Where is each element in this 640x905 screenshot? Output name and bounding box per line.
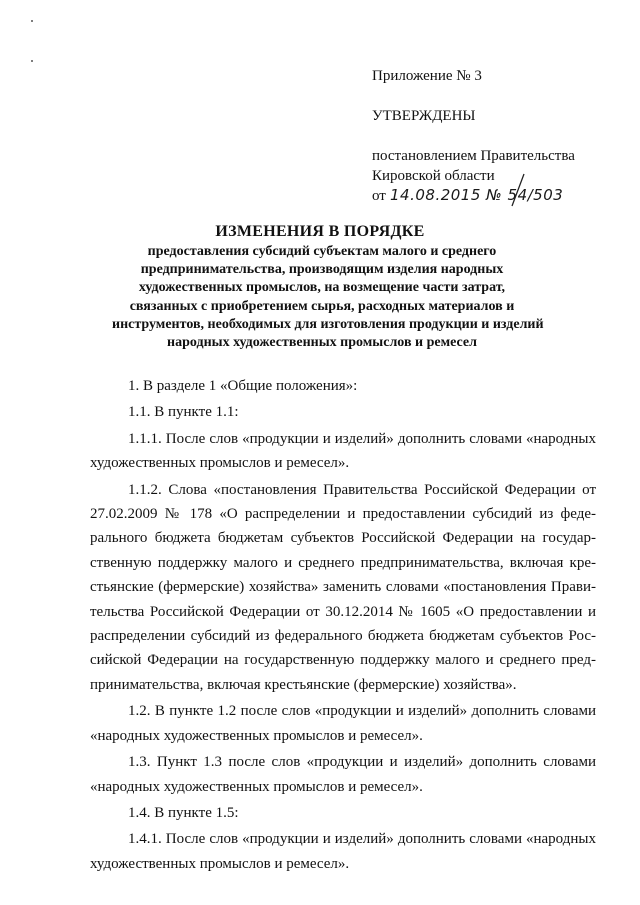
paragraph-1-2: 1.2. В пункте 1.2 после слов «продукции и изделий» дополнить словами «народных художественных промыслов и ремесел». [90, 703, 596, 744]
government-word: Правительства [480, 148, 575, 164]
subtitle-line: связанных с приобретением сырья, расходных материалов и [129, 298, 515, 314]
paragraph-1-1-1: 1.1.1. После слов «продукции и изделий» дополнить словами «народных художественных промыслов и ремесел». [90, 430, 596, 472]
approval-block [372, 66, 594, 208]
resolution-line [372, 146, 594, 166]
resolution-word: постановлением [372, 148, 477, 164]
document-subtitle [112, 243, 544, 352]
approved-label: УТВЕРЖДЕНЫ [372, 108, 476, 124]
subtitle-line: народных художественных промыслов и ремесел [167, 335, 477, 351]
handwritten-date-number: 14.08.2015 № 54/503 [390, 186, 564, 204]
subtitle-line: предпринимательства, производящим изделия народных [140, 262, 504, 278]
paragraph-1-1: 1.1. В пункте 1.1: [128, 404, 239, 421]
paragraph-1-4-1: 1.4.1. После слов «продукции и изделий» дополнить словами «народных художественных промыслов и ремесел». [90, 831, 596, 872]
handwritten-slash-stroke [372, 170, 572, 210]
scan-speck [31, 20, 33, 22]
subtitle-line: художественных промыслов, на возмещение части затрат, [138, 280, 506, 296]
appendix-label: Приложение № 3 [372, 68, 482, 84]
paragraph-1-1-2: 1.1.2. Слова «постановления Правительства Российской Федерации от 27.02.2009 № 178 «О распределении и предоставлении субсидий из феде-рального бюджета бюджетам субъектов Российской Федерации на государ-ственную поддержку малого и среднего предпринимательства, включая кре-стьянские (фермерские) хозяйства» заменить словами «постановления Прави-тельства Российской Федерации от 30.12.2014 № 1605 «О предоставлении и распределении субсидий из федерального бюджета бюджетам субъектов Рос-сийской Федерации на государственную поддержку малого и среднего пред-принимательства, включая крестьянские (фермерские) хозяйства». [90, 481, 596, 693]
paragraph-1-3: 1.3. Пункт 1.3 после слов «продукции и изделий» дополнить словами «народных художественных промыслов и ремесел». [90, 754, 596, 795]
paragraph-1-4: 1.4. В пункте 1.5: [128, 804, 239, 821]
date-prefix: от [372, 188, 386, 204]
document-body [90, 374, 596, 878]
scan-speck [31, 60, 33, 62]
subtitle-line: инструментов, необходимых для изготовления продукции и изделий [112, 316, 544, 332]
subtitle-line: предоставления субсидий субъектам малого и среднего [147, 244, 497, 259]
date-number-line [372, 186, 594, 208]
document-title: ИЗМЕНЕНИЯ В ПОРЯДКЕ [215, 223, 425, 240]
paragraph-1: 1. В разделе 1 «Общие положения»: [128, 378, 358, 394]
region-label: Кировской области [372, 168, 495, 184]
